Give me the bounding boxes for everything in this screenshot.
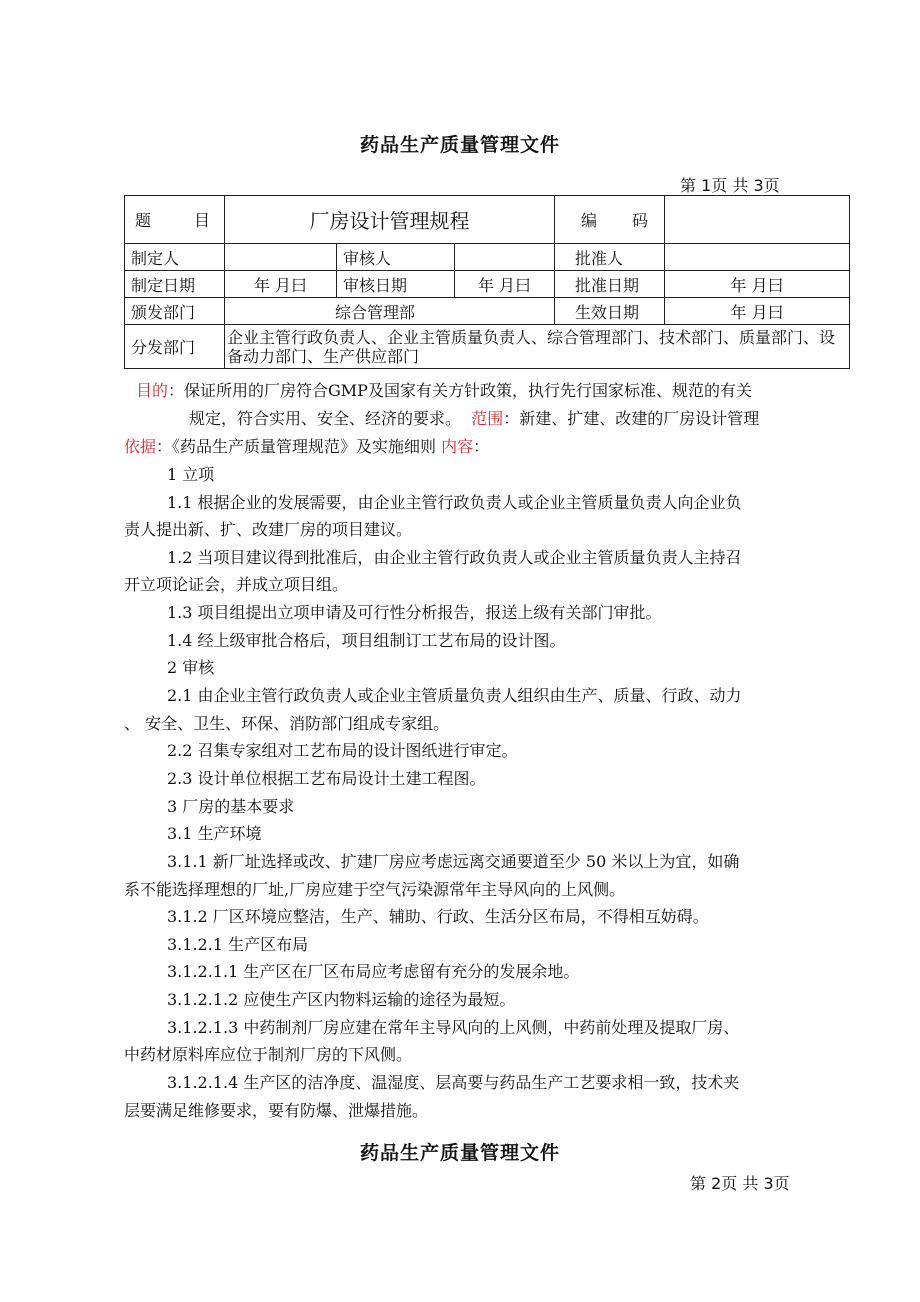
- basis-line: [124, 436, 489, 458]
- purpose-text-1: ：保证所用的厂房符合GMP及国家有关方针政策，执行先行国家标准、规范的有关: [168, 381, 752, 400]
- effective-date-label: 生效日期: [555, 298, 665, 325]
- next-page-number: 第 2页 共 3页: [690, 1174, 790, 1193]
- content-label: 内容: [441, 437, 474, 456]
- purpose-line: [136, 380, 752, 402]
- basis-text: ：《药品生产质量管理规范》及实施细则: [156, 437, 437, 456]
- scope-text: ：新建、扩建、改建的厂房设计管理: [503, 409, 760, 428]
- next-page-title: 药品生产质量管理文件: [359, 1142, 560, 1164]
- body-line: 2.3 设计单位根据工艺布局设计土建工程图。: [167, 769, 486, 788]
- code-value: [665, 196, 850, 244]
- body-line: 1.2 当项目建议得到批准后，由企业主管行政负责人或企业主管质量负责人主持召: [167, 548, 742, 567]
- body-line: 、 安全、卫生、环保、消防部门组成专家组。: [124, 714, 450, 733]
- scope-line: [189, 408, 759, 430]
- basis-label: 依据: [124, 437, 157, 456]
- scope-label: 范围: [471, 409, 504, 428]
- body-line: 3.1.2.1.3 中药制剂厂房应建在常年主导风向的上风侧，中药前处理及提取厂房、: [167, 1018, 740, 1037]
- subject-label-1: 题: [135, 211, 152, 230]
- body-line: 中药材原料库应位于制剂厂房的下风侧。: [124, 1045, 413, 1064]
- table-row: [125, 244, 850, 271]
- body-line: 开立项论证会，并成立项目组。: [124, 575, 349, 594]
- body-line: 2.1 由企业主管行政负责人或企业主管质量负责人组织由生产、质量、行政、动力: [167, 686, 742, 705]
- code-label-1: 编: [581, 211, 598, 230]
- body-line: 3.1 生产环境: [167, 824, 262, 843]
- distribute-label: 分发部门: [125, 325, 225, 369]
- subject-value: 厂房设计管理规程: [225, 196, 555, 244]
- approver-value: [665, 244, 850, 271]
- body-line: 3.1.1 新厂址选择或改、扩建厂房应考虑远离交通要道至少 50 米以上为宜，如确: [167, 852, 740, 871]
- make-date-label: 制定日期: [125, 271, 225, 298]
- approver-label: 批准人: [555, 244, 665, 271]
- issue-dept-value: 综合管理部: [225, 298, 555, 325]
- body-line: 1 立项: [167, 465, 215, 484]
- document-meta-table: [124, 195, 850, 369]
- table-row: [125, 196, 850, 244]
- body-line: 3.1.2.1.1 生产区在厂区布局应考虑留有充分的发展余地。: [167, 962, 580, 981]
- code-label-2: 码: [632, 211, 649, 230]
- issue-dept-label: 颁发部门: [125, 298, 225, 325]
- body-line: 3.1.2.1 生产区布局: [167, 935, 309, 954]
- approve-date-value: 年 月曰: [665, 271, 850, 298]
- code-label-cell: [555, 196, 665, 244]
- table-row: [125, 298, 850, 325]
- body-line: 3.1.2 厂区环境应整洁，生产、辅助、行政、生活分区布局，不得相互妨碍。: [167, 907, 709, 926]
- body-line: 3.1.2.1.4 生产区的洁净度、温湿度、层高要与药品生产工艺要求相一致，技术夹: [167, 1073, 740, 1092]
- approve-date-label: 批准日期: [555, 271, 665, 298]
- body-line: 责人提出新、扩、改建厂房的项目建议。: [124, 520, 413, 539]
- purpose-text-2: 规定，符合实用、安全、经济的要求。: [189, 409, 462, 428]
- subject-label-cell: [125, 196, 225, 244]
- body-line: 2 审核: [167, 658, 215, 677]
- body-line: 3 厂房的基本要求: [167, 797, 295, 816]
- maker-label: 制定人: [125, 244, 225, 271]
- body-line: 3.1.2.1.2 应使生产区内物料运输的途径为最短。: [167, 990, 516, 1009]
- body-line: 1.1 根据企业的发展需要，由企业主管行政负责人或企业主管质量负责人向企业负: [167, 493, 742, 512]
- body-line: 系不能选择理想的厂址,厂房应建于空气污染源常年主导风向的上风侧。: [124, 880, 626, 899]
- body-line: 2.2 召集专家组对工艺布局的设计图纸进行审定。: [167, 741, 518, 760]
- body-line: 层要满足维修要求，要有防爆、泄爆措施。: [124, 1101, 429, 1120]
- review-date-label: 审核日期: [337, 271, 455, 298]
- distribute-value: 企业主管行政负责人、企业主管质量负责人、综合管理部门、技术部门、质量部门、设备动力部门、生产供应部门: [225, 325, 850, 369]
- effective-date-value: 年 月曰: [665, 298, 850, 325]
- subject-label-2: 目: [193, 211, 210, 230]
- reviewer-value: [455, 244, 555, 271]
- make-date-value: 年 月曰: [225, 271, 337, 298]
- purpose-label: 目的: [136, 381, 169, 400]
- body-line: 1.4 经上级审批合格后，项目组制订工艺布局的设计图。: [167, 631, 566, 650]
- document-title: 药品生产质量管理文件: [359, 134, 560, 156]
- reviewer-label: 审核人: [337, 244, 455, 271]
- review-date-value: 年 月曰: [455, 271, 555, 298]
- table-row: [125, 271, 850, 298]
- table-row: [125, 325, 850, 369]
- maker-value: [225, 244, 337, 271]
- body-line: 1.3 项目组提出立项申请及可行性分析报告，报送上级有关部门审批。: [167, 603, 662, 622]
- content-colon: ：: [473, 437, 490, 456]
- page-number: 第 1页 共 3页: [680, 176, 780, 195]
